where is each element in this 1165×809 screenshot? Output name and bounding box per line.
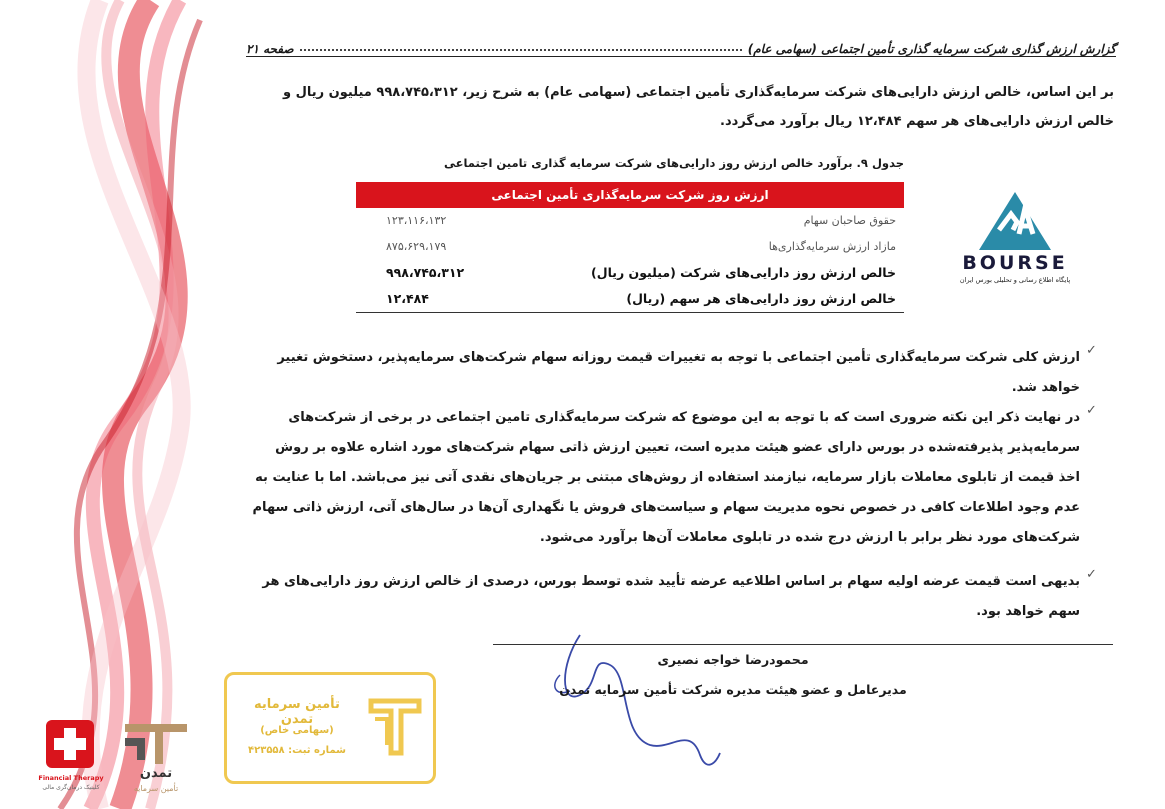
bourse-triangle-icon	[977, 190, 1053, 252]
bourse-logo	[955, 180, 1075, 290]
red-cross-icon	[46, 720, 94, 768]
tamadon-subtitle: تأمین سرمایه	[133, 784, 179, 793]
tamadon-name: تمدن	[139, 766, 173, 781]
table-row	[356, 234, 904, 260]
table-row	[356, 208, 904, 234]
company-stamp	[224, 672, 436, 784]
valuation-table	[356, 182, 904, 313]
tamadon-mark-icon	[121, 720, 191, 766]
bullet-item: در نهایت ذکر این نکته ضروری است که با توجه به این موضوع که شرکت سرمایه‌گذاری تامین اجتماعی در برخی از شرکت‌های سرمایه‌پذیر پذیرفته‌شده در بورس دارای عضو هیئت مدیره است، تعیین ارزش ذاتی سهام شرکت‌های مورد اشاره علاوه بر روش اخذ قیمت از تابلوی معاملات بازار سرمایه، نیازمند استفاده از روش‌های مبتنی بر جریان‌های نقدی آتی نیز می‌باشد. اما با عنایت به عدم وجود اطلاعات کافی در خصوص نحوه مدیریت سهام و سیاست‌های فروش یا نگهداری آن‌ها در سال‌های آتی، ارزش ذاتی سهام شرکت‌های مورد نظر برابر با ارزش درج شده در تابلوی معاملات آن‌ها برآورد می‌شود.	[252, 410, 1080, 545]
row-label: خالص ارزش روز دارایی‌های شرکت (میلیون ریال)	[591, 265, 896, 280]
row-value: ۱۲۳،۱۱۶،۱۳۲	[386, 214, 447, 227]
table-row	[356, 260, 904, 286]
signature-rule	[493, 644, 1113, 645]
table-caption: جدول ۹. برآورد خالص ارزش روز دارایی‌های شرکت سرمایه گذاری تامین اجتماعی	[443, 156, 904, 170]
signatory-role: مدیرعامل و عضو هیئت مدیره شرکت تأمین سرمایه تمدن	[559, 682, 907, 697]
signatory-name: محمودرضا خواجه نصیری	[657, 652, 809, 667]
bullet-item: بدیهی است قیمت عرضه اولیه سهام بر اساس اطلاعیه عرضه تأیید شده توسط بورس، درصدی از خالص ارزش روز دارایی‌های هر سهم خواهد بود.	[262, 574, 1080, 619]
row-value: ۸۷۵،۶۲۹،۱۷۹	[386, 240, 447, 253]
tamadon-stamp-icon	[367, 695, 423, 757]
row-label: مازاد ارزش سرمایه‌گذاری‌ها	[768, 240, 896, 253]
row-value: ۹۹۸،۷۴۵،۳۱۲	[386, 265, 465, 280]
stamp-registration: شماره ثبت: ۴۲۳۵۵۸	[248, 745, 346, 756]
row-label: حقوق صاحبان سهام	[803, 214, 896, 227]
stamp-title: تأمین سرمایه تمدن	[254, 697, 340, 727]
intro-paragraph: بر این اساس، خالص ارزش دارایی‌های شرکت سرمایه‌گذاری تأمین اجتماعی (سهامی عام) به شرح زیر، ۹۹۸،۷۴۵،۳۱۲ میلیون ریال و خالص ارزش دارایی‌های هر سهم ۱۲،۴۸۴ ریال برآورد می‌گردد.	[282, 85, 1114, 129]
row-value: ۱۲،۴۸۴	[386, 291, 429, 306]
table-header: ارزش روز شرکت سرمایه‌گذاری تأمین اجتماعی	[356, 182, 904, 208]
row-label: خالص ارزش روز دارایی‌های هر سهم (ریال)	[626, 291, 896, 306]
check-icon: ✓	[1086, 343, 1097, 358]
financial-therapy-sub: کلینیک درمان‌گری مالی	[42, 784, 100, 791]
check-icon: ✓	[1086, 567, 1097, 582]
table-row	[356, 286, 904, 313]
bullet-item: ارزش کلی شرکت سرمایه‌گذاری تأمین اجتماعی با توجه به تغییرات قیمت روزانه سهام شرکت‌های سرمایه‌پذیر، دستخوش تغییر خواهد شد.	[277, 350, 1080, 395]
header-rule	[246, 56, 1116, 57]
header-dots	[300, 49, 742, 51]
page-header	[246, 32, 1116, 56]
bourse-wordmark: BOURSE	[962, 252, 1068, 274]
financial-therapy-label: Financial Therapy	[38, 774, 104, 782]
handwritten-signature	[540, 625, 740, 775]
bourse-subtitle: پایگاه اطلاع رسانی و تحلیلی بورس ایران	[959, 276, 1071, 284]
stamp-subtitle: (سهامی خاص)	[260, 725, 334, 736]
check-icon: ✓	[1086, 403, 1097, 418]
page-number: صفحه ۲۱	[246, 42, 294, 56]
header-title: گزارش ارزش گذاری شرکت سرمایه گذاری تأمین اجتماعی (سهامی عام)	[747, 42, 1116, 56]
red-swirl-decoration	[0, 0, 240, 809]
financial-therapy-logo	[38, 720, 104, 800]
tamadon-logo	[116, 720, 196, 800]
